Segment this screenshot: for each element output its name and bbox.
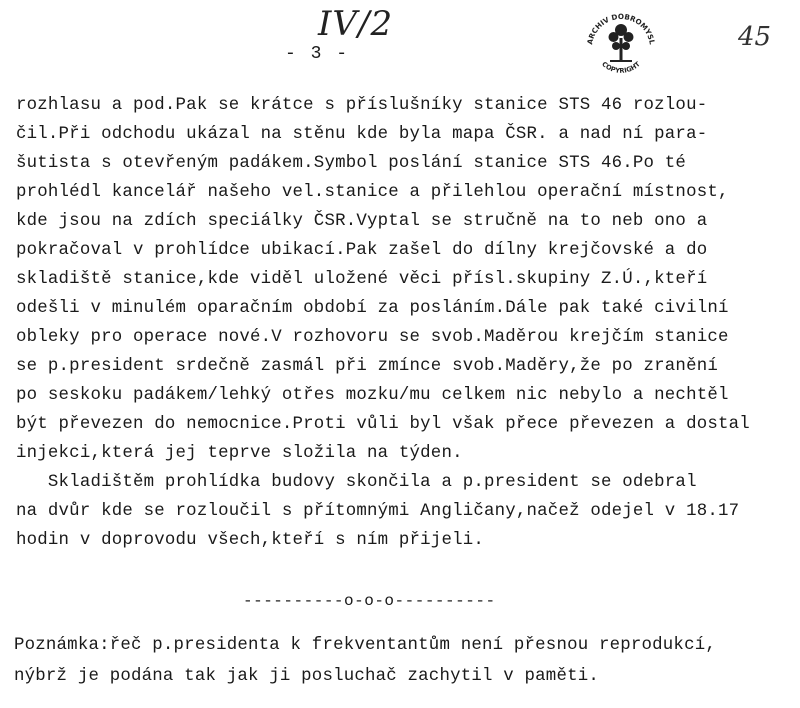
body-line: hodin v doprovodu všech,kteří s ním přijeli. <box>16 531 484 550</box>
body-line: injekci,která jej teprve složila na týden. <box>16 444 463 463</box>
page-number: - 3 - <box>285 44 350 64</box>
stamp-bottom-text: COPYRIGHT <box>600 60 642 75</box>
body-line: kde jsou na zdích speciálky ČSR.Vyptal se stručně na to neb ono a <box>16 212 708 231</box>
body-line: čil.Při odchodu ukázal na stěnu kde byla mapa ČSR. a nad ní para- <box>16 125 708 144</box>
body-line: rozhlasu a pod.Pak se krátce s příslušníky stanice STS 46 rozlou- <box>16 96 708 115</box>
body-line: na dvůr kde se rozloučil s přítomnými Angličany,načež odejel v 18.17 <box>16 502 740 521</box>
note-line: nýbrž je podána tak jak ji posluchač zachytil v paměti. <box>14 667 599 686</box>
note-line: Poznámka:řeč p.presidenta k frekventantům není přesnou reprodukcí, <box>14 636 716 655</box>
body-line: skladiště stanice,kde viděl uložené věci přísl.skupiny Z.Ú.,kteří <box>16 270 708 289</box>
handwritten-reference: IV/2 <box>318 4 394 44</box>
body-line: prohlédl kancelář našeho vel.stanice a přilehlou operační místnost, <box>16 183 729 202</box>
section-separator: ----------o-o-o---------- <box>243 592 496 610</box>
body-line: odešli v minulém oparačním období za posláním.Dále pak také civilní <box>16 299 729 318</box>
body-line: šutista s otevřeným padákem.Symbol poslání stanice STS 46.Po té <box>16 154 687 173</box>
stamp-top-text: ARCHIV DOBROMYSL <box>585 11 657 46</box>
archive-stamp <box>580 4 662 86</box>
body-line: obleky pro operace nové.V rozhovoru se svob.Maděrou krejčím stanice <box>16 328 729 347</box>
body-line: Skladištěm prohlídka budovy skončila a p.president se odebral <box>16 473 697 492</box>
body-line: po seskoku padákem/lehký otřes mozku/mu celkem nic nebylo a nechtěl <box>16 386 729 405</box>
body-line: být převezen do nemocnice.Proti vůli byl však přece převezen a dostal <box>16 415 750 434</box>
body-line: pokračoval v prohlídce ubikací.Pak zašel do dílny krejčovské a do <box>16 241 708 260</box>
tree-icon <box>609 24 634 61</box>
handwritten-folio-number: 45 <box>738 22 772 52</box>
body-line: se p.president srdečně zasmál při zmínce svob.Maděry,že po zranění <box>16 357 718 376</box>
